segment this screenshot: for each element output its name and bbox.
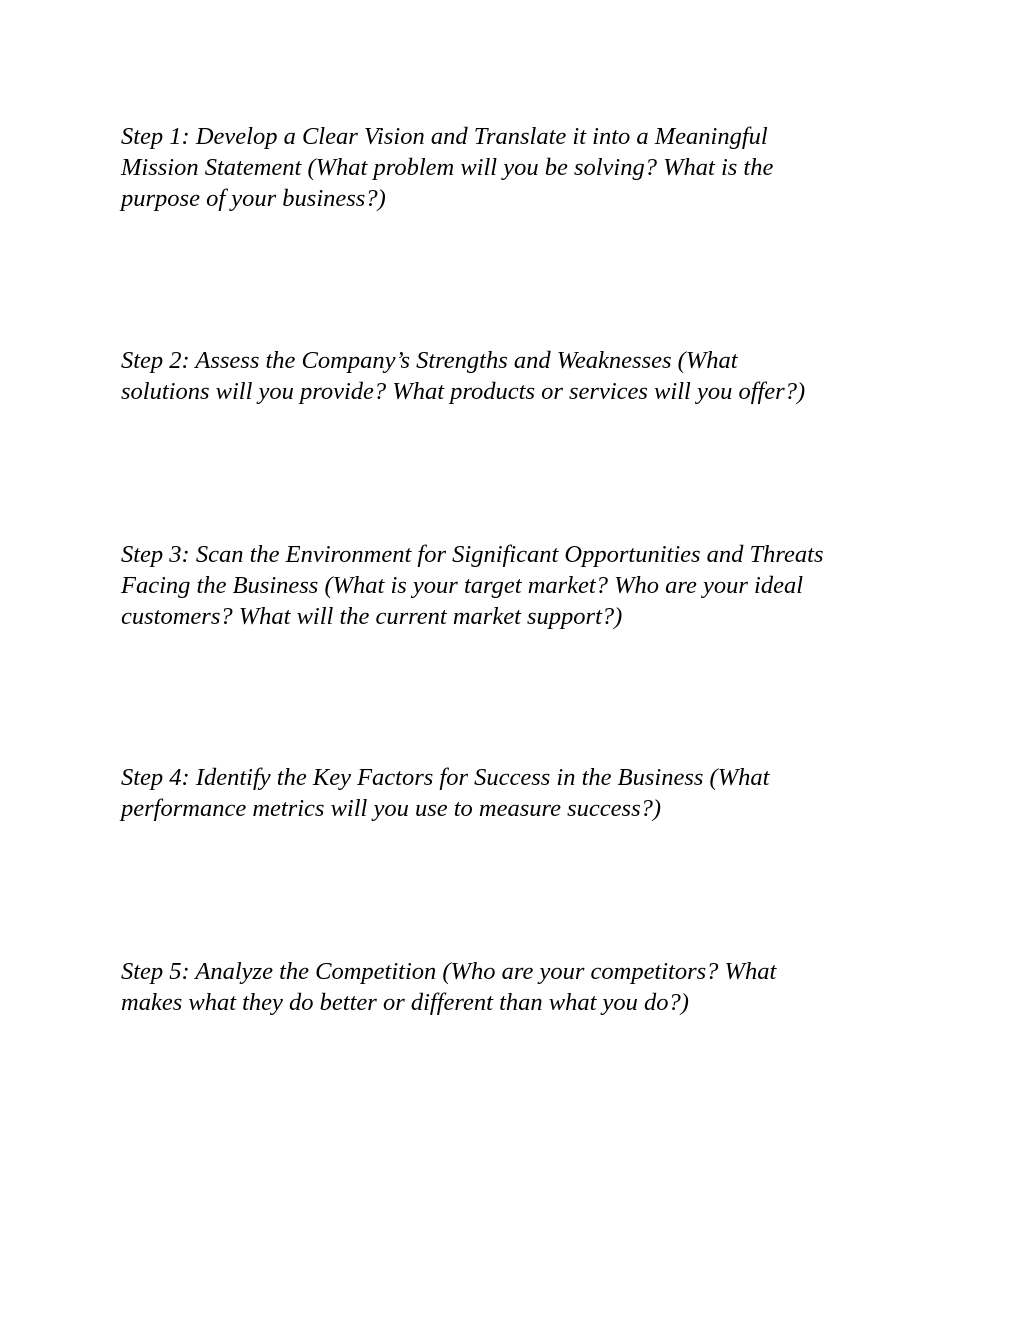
step-1-paragraph: [121, 121, 911, 214]
step-2-paragraph: [121, 345, 911, 407]
step-3-line-3: customers? What will the current market support?): [121, 603, 623, 630]
step-5-line-1: Step 5: Analyze the Competition (Who are your competitors? What: [121, 958, 777, 985]
step-4-line-2: performance metrics will you use to measure success?): [121, 795, 662, 822]
step-4-line-1: Step 4: Identify the Key Factors for Success in the Business (What: [121, 764, 770, 791]
step-5-paragraph: [121, 956, 911, 1018]
step-1-line-2: Mission Statement (What problem will you be solving? What is the: [121, 154, 774, 181]
step-5-line-2: makes what they do better or different than what you do?): [121, 989, 689, 1016]
step-1-line-3: purpose of your business?): [121, 185, 386, 212]
step-4-paragraph: [121, 762, 911, 824]
step-3-line-2: Facing the Business (What is your target market? Who are your ideal: [121, 572, 804, 599]
step-2-line-2: solutions will you provide? What products or services will you offer?): [121, 378, 806, 405]
step-2-line-1: Step 2: Assess the Company’s Strengths and Weaknesses (What: [121, 347, 738, 374]
step-3-line-1: Step 3: Scan the Environment for Significant Opportunities and Threats: [121, 541, 824, 568]
step-1-line-1: Step 1: Develop a Clear Vision and Translate it into a Meaningful: [121, 123, 768, 150]
step-3-paragraph: [121, 539, 911, 632]
